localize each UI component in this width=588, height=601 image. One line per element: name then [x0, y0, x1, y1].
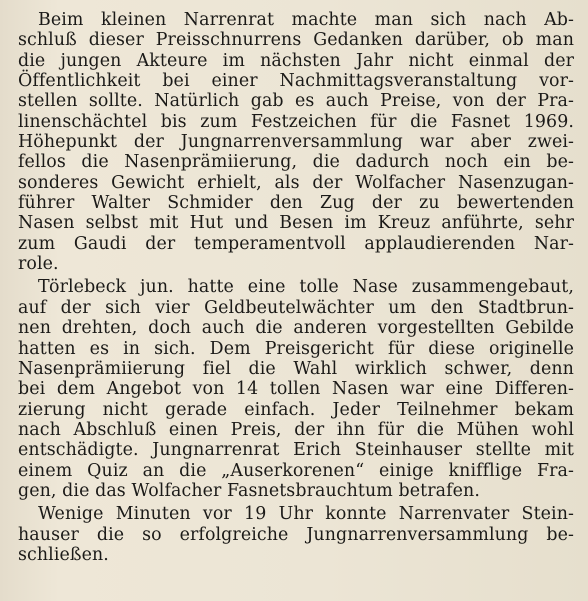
- text-line: stellen sollte. Natürlich gab es auch Preise, von der Pra-: [18, 91, 574, 112]
- article-paragraph-1: [18, 10, 574, 274]
- article-paragraph-3: [18, 504, 574, 565]
- text-line: Öffentlichkeit bei einer Nachmittagsveranstaltung vor-: [18, 71, 574, 92]
- text-line: Nasenprämiierung fiel die Wahl wirklich schwer, denn: [18, 358, 574, 379]
- text-line: Wenige Minuten vor 19 Uhr konnte Narrenvater Stein-: [38, 504, 574, 525]
- text-line: schließen.: [18, 544, 109, 565]
- text-line: role.: [18, 254, 59, 275]
- text-line: nach Abschluß einen Preis, der ihn für die Mühen wohl: [18, 419, 574, 440]
- text-line: gen, die das Wolfacher Fasnetsbrauchtum betrafen.: [18, 480, 480, 501]
- text-line: Nasen selbst mit Hut und Besen im Kreuz anführte, sehr: [18, 213, 574, 234]
- text-line: schluß dieser Preisschnurrens Gedanken darüber, ob man: [18, 30, 574, 51]
- text-line: bei dem Angebot von 14 tollen Nasen war eine Differen-: [18, 379, 574, 400]
- text-line: fellos die Nasenprämiierung, die dadurch noch ein be-: [18, 152, 574, 173]
- text-line: einem Quiz an die „Auserkorenen“ einige knifflige Fra-: [18, 460, 574, 481]
- text-line: sonderes Gewicht erhielt, als der Wolfacher Nasenzugan-: [18, 172, 574, 193]
- text-line: Törlebeck jun. hatte eine tolle Nase zusammengebaut,: [38, 277, 574, 298]
- text-line: Höhepunkt der Jungnarrenversammlung war aber zwei-: [18, 132, 574, 153]
- text-line: entschädigte. Jungnarrenrat Erich Steinhauser stellte mit: [18, 440, 574, 461]
- article-paragraph-2: [18, 277, 574, 501]
- text-line: zierung nicht gerade einfach. Jeder Teilnehmer bekam: [18, 399, 574, 420]
- text-line: linenschächtel bis zum Festzeichen für die Fasnet 1969.: [18, 111, 574, 132]
- text-line: die jungen Akteure im nächsten Jahr nicht einmal der: [18, 50, 574, 71]
- text-line: hauser die so erfolgreiche Jungnarrenversammlung be-: [18, 524, 574, 545]
- text-line: führer Walter Schmider den Zug der zu bewertenden: [18, 193, 574, 214]
- text-line: Beim kleinen Narrenrat machte man sich nach Ab-: [38, 10, 574, 30]
- text-line: auf der sich vier Geldbeutelwächter um den Stadtbrun-: [18, 297, 574, 318]
- text-line: hatten es in sich. Dem Preisgericht für diese originelle: [18, 338, 574, 359]
- text-line: nen drehten, doch auch die anderen vorgestellten Gebilde: [18, 318, 574, 339]
- text-line: zum Gaudi der temperamentvoll applaudierenden Nar-: [18, 233, 574, 254]
